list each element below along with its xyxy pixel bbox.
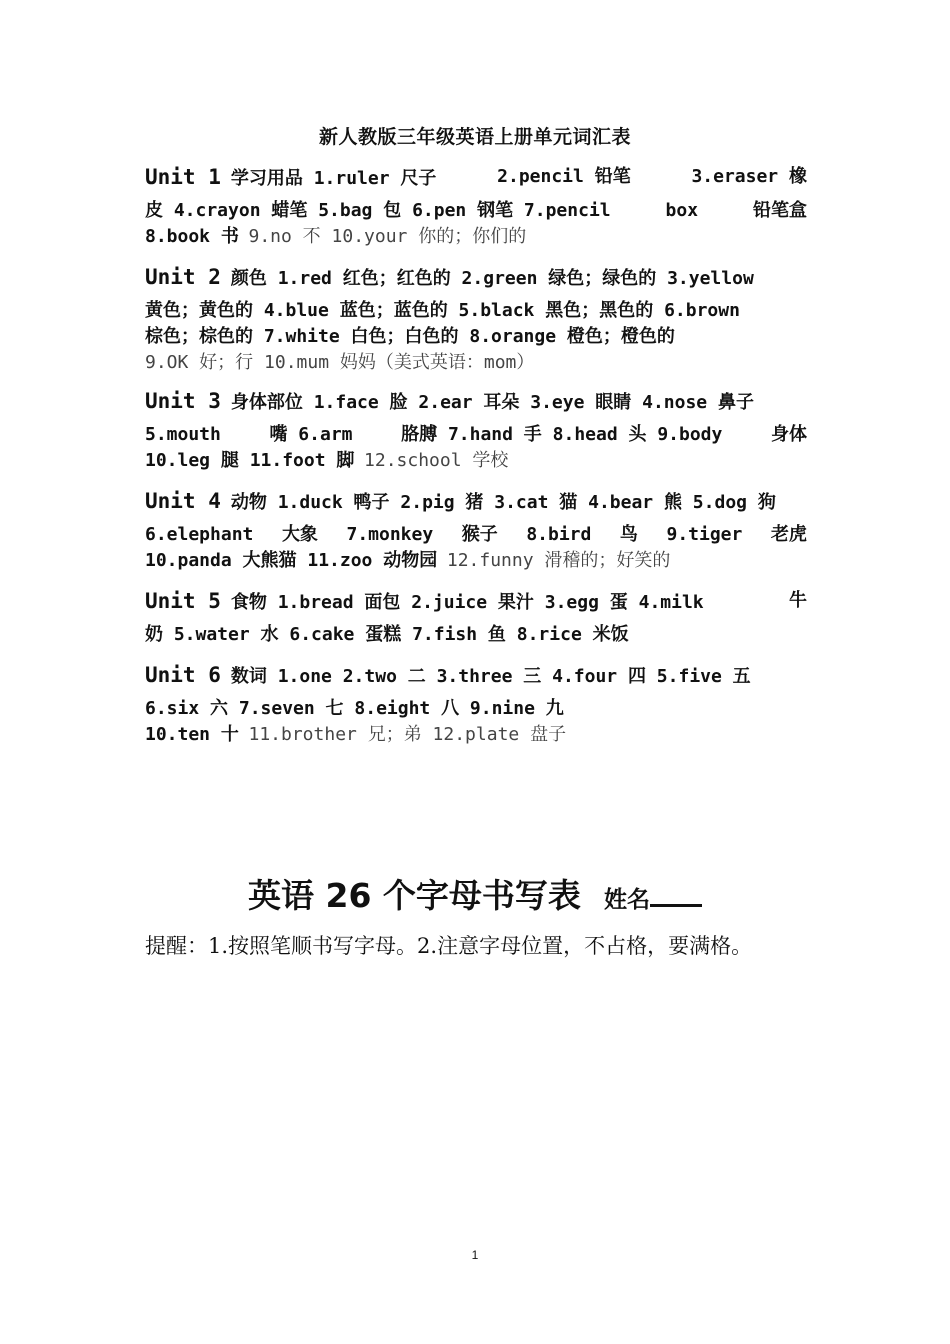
- name-blank-line[interactable]: [650, 904, 702, 907]
- unit-4-text: 动物 1.duck 鸭子 2.pig 猪 3.cat 猫 4.bear 熊 5.dog 狗: [230, 492, 776, 513]
- unit-3-label: Unit 3: [145, 389, 221, 413]
- unit-2-text: 黄色；黄色的 4.blue 蓝色；蓝色的 5.black 黑色；黑色的 6.brown: [145, 300, 740, 321]
- unit-5-text: 牛: [789, 590, 807, 611]
- unit-3-text: 身体部位 1.face 脸 2.ear 耳朵 3.eye 眼睛 4.nose 鼻子: [230, 392, 754, 413]
- unit-2-line-2: [145, 298, 807, 324]
- unit-1-line-1: [145, 160, 807, 194]
- unit-6-text: 11.brother 兄；弟 12.plate 盘子: [248, 724, 567, 745]
- unit-6-block: [145, 658, 807, 748]
- unit-6-line-1: [145, 658, 807, 692]
- unit-1-text: 3.eraser 橡: [691, 166, 807, 187]
- unit-3-text: 5.mouth: [145, 424, 221, 445]
- unit-1-line-2: [145, 198, 807, 224]
- unit-1-text: 皮 4.crayon 蜡笔 5.bag 包 6.pen 钢笔 7.pencil: [145, 200, 611, 221]
- unit-5-text: 食物 1.bread 面包 2.juice 果汁 3.egg 蛋 4.milk: [230, 592, 704, 613]
- document-title: 新人教版三年级英语上册单元词汇表: [318, 126, 631, 148]
- unit-3-text: 12.school 学校: [364, 450, 509, 471]
- unit-2-block: [145, 260, 807, 376]
- unit-3-text: 身体: [770, 424, 807, 445]
- unit-3-text: 10.leg 腿 11.foot 脚: [145, 450, 355, 471]
- unit-3-text: 嘴 6.arm: [269, 424, 353, 445]
- unit-6-text: 10.ten 十: [145, 724, 239, 745]
- unit-6-text: 数词 1.one 2.two 二 3.three 三 4.four 四 5.five 五: [230, 666, 751, 687]
- unit-1-text: 8.book 书: [145, 226, 239, 247]
- unit-2-line-1: [145, 260, 807, 294]
- unit-1-text: 学习用品 1.ruler 尺子: [230, 168, 437, 189]
- unit-5-label: Unit 5: [145, 589, 221, 613]
- alphabet-heading: [0, 870, 950, 917]
- unit-4-text: 12.funny 滑稽的；好笑的: [446, 550, 671, 571]
- unit-5-line-1: [145, 584, 807, 618]
- unit-6-line-3: [145, 722, 807, 748]
- reminder-text: 提醒：1.按照笔顺书写字母。2.注意字母位置，不占格，要满格。: [145, 934, 753, 958]
- unit-1-text: 2.pencil 铅笔: [497, 166, 631, 187]
- unit-5-text: 奶 5.water 水 6.cake 蛋糕 7.fish 鱼 8.rice 米饭: [145, 624, 629, 645]
- unit-5-block: [145, 584, 807, 648]
- unit-4-text: 10.panda 大熊猫 11.zoo 动物园: [145, 550, 438, 571]
- unit-4-text: 9.tiger: [666, 524, 743, 545]
- unit-4-text: 鸟: [619, 524, 638, 545]
- unit-4-text: 老虎: [770, 524, 807, 545]
- unit-4-text: 7.monkey: [346, 524, 434, 545]
- page-number: 1: [471, 1248, 479, 1262]
- unit-6-label: Unit 6: [145, 663, 221, 687]
- unit-1-block: [145, 160, 807, 250]
- unit-6-line-2: [145, 696, 807, 722]
- unit-1-line-3: [145, 224, 807, 250]
- unit-4-text: 6.elephant: [145, 524, 254, 545]
- unit-2-line-3: [145, 324, 807, 350]
- unit-1-label: Unit 1: [145, 165, 221, 189]
- unit-4-block: [145, 484, 807, 574]
- unit-3-block: [145, 384, 807, 474]
- unit-4-line-3: [145, 548, 807, 574]
- name-label: 姓名: [604, 887, 650, 913]
- unit-2-text: 颜色 1.red 红色；红色的 2.green 绿色；绿色的 3.yellow: [230, 268, 754, 289]
- unit-1-text: box: [665, 200, 699, 221]
- unit-3-line-1: [145, 384, 807, 418]
- unit-2-line-4: [145, 350, 807, 376]
- unit-2-text: 9.OK 好；行 10.mum 妈妈（美式英语：mom）: [145, 352, 535, 373]
- unit-3-line-3: [145, 448, 807, 474]
- unit-1-text: 铅笔盒: [752, 200, 807, 221]
- alphabet-title: 英语 26 个字母书写表: [248, 876, 581, 915]
- unit-2-text: 棕色；棕色的 7.white 白色；白色的 8.orange 橙色；橙色的: [145, 326, 675, 347]
- unit-2-label: Unit 2: [145, 265, 221, 289]
- unit-4-label: Unit 4: [145, 489, 221, 513]
- unit-3-text: 胳膊 7.hand 手 8.head 头 9.body: [401, 424, 723, 445]
- unit-4-text: 8.bird: [526, 524, 592, 545]
- unit-4-line-1: [145, 484, 807, 518]
- unit-1-text: 9.no 不 10.your 你的；你们的: [248, 226, 527, 247]
- unit-4-text: 猴子: [461, 524, 498, 545]
- unit-3-line-2: [145, 422, 807, 448]
- unit-6-text: 6.six 六 7.seven 七 8.eight 八 9.nine 九: [145, 698, 564, 719]
- unit-4-line-2: [145, 522, 807, 548]
- unit-5-line-2: [145, 622, 807, 648]
- unit-4-text: 大象: [281, 524, 318, 545]
